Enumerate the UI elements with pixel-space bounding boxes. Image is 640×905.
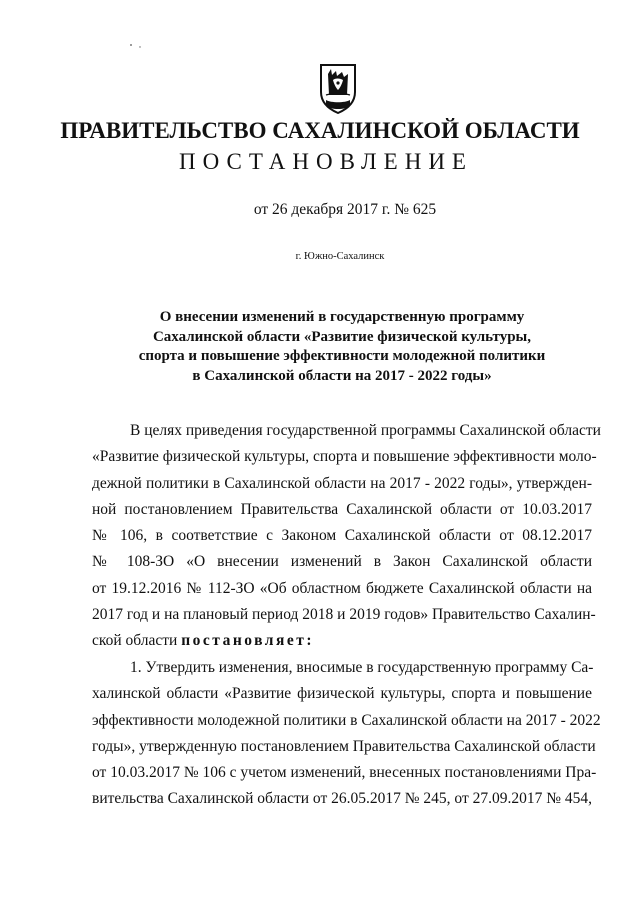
paragraph-line: 1. Утвердить изменения, вносимые в государственную программу Са- (130, 659, 594, 676)
paragraph-line: № 106, в соответствие с Законом Сахалинской области от 08.12.2017 (92, 527, 592, 545)
paragraph-line: эффективности молодежной политики в Сахалинской области на 2017 - 2022 (92, 711, 601, 729)
subject-line: в Сахалинской области на 2017 - 2022 годы» (192, 367, 492, 384)
coat-of-arms-emblem (318, 62, 358, 114)
paragraph-line: годы», утвержденную постановлением Правительства Сахалинской области (92, 737, 596, 755)
document-subject (0, 308, 640, 386)
paragraph-line: «Развитие физической культуры, спорта и повышение эффективности моло- (92, 448, 597, 466)
paragraph-line: В целях приведения государственной программы Сахалинской области (130, 422, 601, 439)
preamble-paragraph (92, 418, 601, 655)
document-type: ПОСТАНОВЛЕНИЕ (179, 149, 473, 174)
subject-line: Сахалинской области «Развитие физической культуры, (152, 328, 532, 345)
resolves-keyword: постановляет: (181, 632, 315, 650)
scan-speck (128, 42, 144, 50)
paragraph-line: от 19.12.2016 № 112-ЗО «Об областном бюджете Сахалинской области на (92, 579, 592, 597)
paragraph-line: 2017 год и на плановый период 2018 и 2019 годов» Правительство Сахалин- (92, 606, 596, 624)
paragraph-line: халинской области «Развитие физической культуры, спорта и повышение (92, 685, 592, 703)
subject-line: спорта и повышение эффективности молодежной политики (138, 348, 546, 364)
clause-1-paragraph (92, 655, 601, 813)
paragraph-line: № 108-ЗО «О внесении изменений в Закон Сахалинской области (92, 553, 592, 571)
paragraph-line: вительства Сахалинской области от 26.05.2017 № 245, от 27.09.2017 № 454, (92, 790, 593, 808)
paragraph-line: от 10.03.2017 № 106 с учетом изменений, внесенных постановлениями Пра- (92, 764, 597, 782)
document-date-number: от 26 декабря 2017 г. № 625 (253, 201, 437, 218)
paragraph-line: ной постановлением Правительства Сахалинской области от 10.03.2017 (92, 500, 592, 518)
paragraph-line-prefix: ской области (92, 632, 182, 650)
document-city: г. Южно-Сахалинск (295, 251, 385, 262)
subject-line: О внесении изменений в государственную программу (159, 309, 525, 325)
paragraph-line: дежной политики в Сахалинской области на 2017 - 2022 годы», утвержден- (92, 474, 592, 492)
paragraph-line-final (92, 628, 592, 654)
government-title: ПРАВИТЕЛЬСТВО САХАЛИНСКОЙ ОБЛАСТИ (60, 118, 580, 143)
